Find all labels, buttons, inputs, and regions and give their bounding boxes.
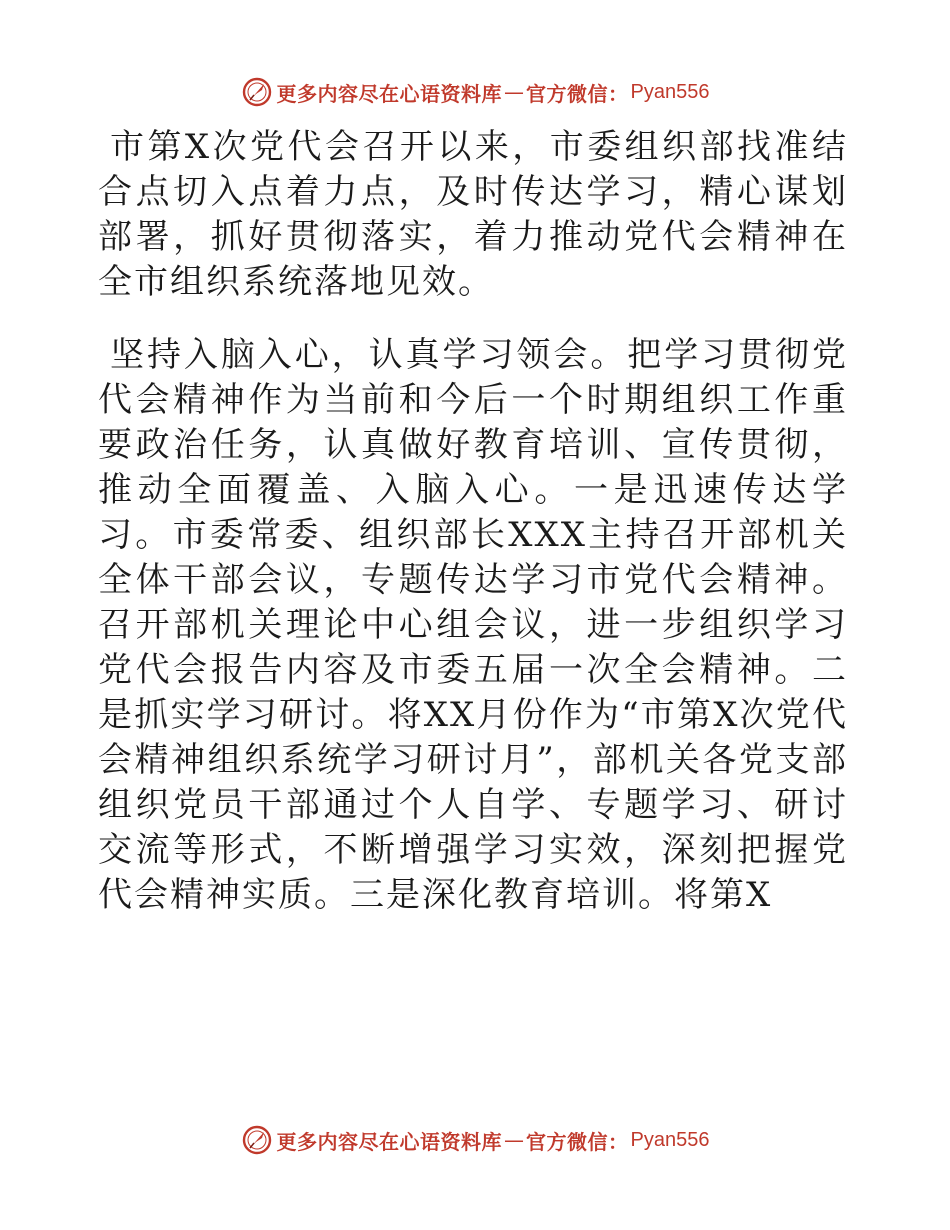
document-body: [98, 125, 848, 918]
watermark-separator: —: [504, 80, 525, 104]
paragraph-2: 坚持入脑入心，认真学习领会。把学习贯彻党代会精神作为当前和今后一个时期组织工作重要政治任务，认真做好教育培训、宣传贯彻，推动全面覆盖、入脑入心。一是迅速传达学习。市委常委、组织部长XXX主持召开部机关全体干部会议，专题传达学习市党代会精神。召开部机关理论中心组会议，进一步组织学习党代会报告内容及市委五届一次全会精神。二是抓实学习研讨。将XX月份作为“市第X次党代会精神组织系统学习研讨月”，部机关各党支部组织党员干部通过个人自学、专题学习、研讨交流等形式，不断增强学习实效，深刻把握党代会精神实质。三是深化教育培训。将第X: [98, 335, 848, 915]
watermark-wechat-label: 官方微信：: [526, 81, 629, 106]
watermark-wechat-id: Pyan556: [630, 1128, 710, 1151]
paragraph-1: 市第X次党代会召开以来，市委组织部找准结合点切入点着力点，及时传达学习，精心谋划部署，抓好贯彻落实，着力推动党代会精神在全市组织系统落地见效。: [98, 127, 848, 302]
feather-pen-circle-icon: [241, 1124, 273, 1156]
header-watermark: [0, 72, 950, 112]
watermark-wechat-id: Pyan556: [630, 80, 710, 103]
watermark-separator: —: [504, 1128, 525, 1152]
watermark-wechat-label: 官方微信：: [526, 1129, 629, 1154]
feather-pen-circle-icon: [241, 76, 273, 108]
watermark-brand-text: 更多内容尽在心语资料库: [276, 81, 503, 106]
watermark-brand-text: 更多内容尽在心语资料库: [276, 1129, 503, 1154]
footer-watermark: [0, 1120, 950, 1160]
